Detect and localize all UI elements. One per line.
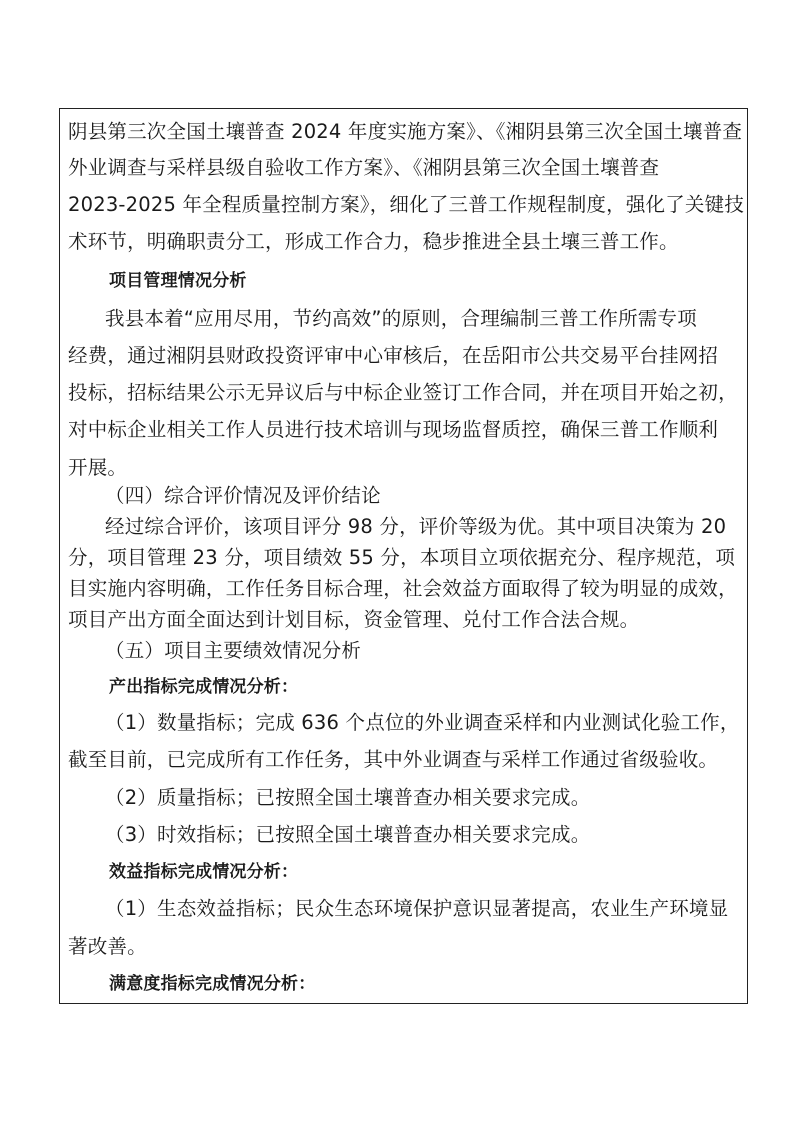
heading-satisfaction-indicators: 满意度指标完成情况分析： (109, 974, 316, 994)
body-line-19: 截至目前，已完成所有工作任务，其中外业调查与采样工作通过省级验收。 (68, 748, 719, 771)
body-line-7: 经费，通过湘阴县财政投资评审中心审核后，在岳阳市公共交易平台挂网招 (68, 344, 719, 367)
heading-output-indicators: 产出指标完成情况分析： (109, 677, 299, 697)
body-line-14: 目实施内容明确，工作任务目标合理，社会效益方面取得了较为明显的成效， (68, 577, 738, 600)
body-line-3: 2023-2025 年全程质量控制方案》，细化了三普工作规程制度，强化了关键技 (68, 193, 745, 216)
body-line-9: 对中标企业相关工作人员进行技术培训与现场监督质控，确保三普工作顺利 (68, 418, 719, 441)
body-line-8: 投标，招标结果公示无异议后与中标企业签订工作合同，并在项目开始之初， (68, 381, 738, 404)
body-line-13: 分，项目管理 23 分，项目绩效 55 分，本项目立项依据充分、程序规范，项 (68, 546, 736, 569)
body-line-6: 我县本着“应用尽用，节约高效”的原则，合理编制三普工作所需专项 (105, 307, 697, 330)
body-line-4: 术环节，明确职责分工，形成工作合力，稳步推进全县土壤三普工作。 (68, 230, 679, 253)
body-line-2: 外业调查与采样县级自验收工作方案》、《湘阴县第三次全国土壤普查 (68, 156, 660, 179)
body-line-24: 著改善。 (68, 935, 147, 958)
body-line-21: （3）时效指标；已按照全国土壤普查办相关要求完成。 (105, 823, 591, 846)
section-4-heading: （四）综合评价情况及评价结论 (105, 484, 381, 507)
body-line-12: 经过综合评价，该项目评分 98 分，评价等级为优。其中项目决策为 20 (105, 515, 727, 538)
heading-project-management: 项目管理情况分析 (109, 271, 247, 291)
section-5-heading: （五）项目主要绩效情况分析 (105, 639, 362, 662)
body-line-15: 项目产出方面全面达到计划目标，资金管理、兑付工作合法合规。 (68, 608, 640, 631)
body-line-1: 阴县第三次全国土壤普查 2024 年度实施方案》、《湘阴县第三次全国土壤普查 (68, 120, 743, 143)
body-line-23: （1）生态效益指标；民众生态环境保护意识显著提高，农业生产环境显 (105, 897, 729, 920)
body-line-20: （2）质量指标；已按照全国土壤普查办相关要求完成。 (105, 786, 591, 809)
body-line-18: （1）数量指标；完成 636 个点位的外业调查采样和内业测试化验工作， (105, 711, 740, 734)
heading-benefit-indicators: 效益指标完成情况分析： (109, 862, 299, 882)
body-line-10: 开展。 (68, 456, 128, 479)
